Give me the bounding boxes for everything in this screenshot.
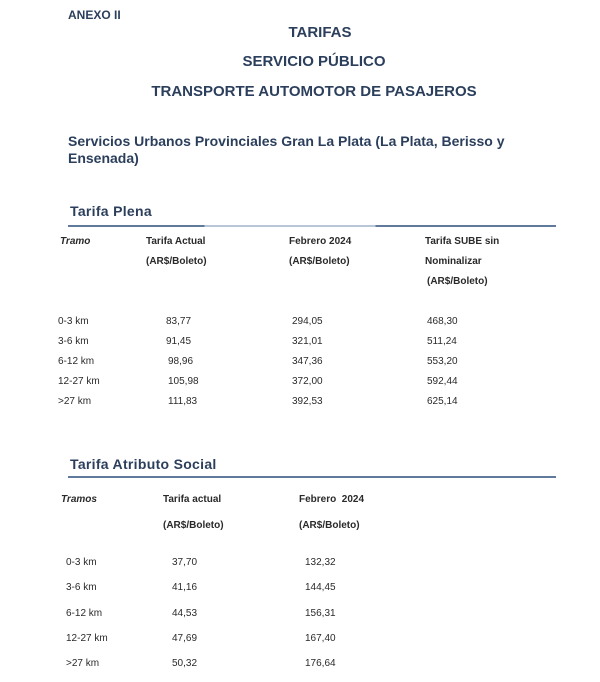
page-subtitle-transport: TRANSPORTE AUTOMOTOR DE PASAJEROS bbox=[151, 83, 477, 100]
cell-tramo: >27 km bbox=[58, 396, 92, 407]
cell-sube: 625,14 bbox=[427, 396, 458, 407]
cell-tramo: 6-12 km bbox=[58, 356, 95, 367]
header-sube-line2: Nominalizar bbox=[425, 256, 482, 267]
services-description: Servicios Urbanos Provinciales Gran La Plata (La Plata, Berisso y Ensenada) bbox=[68, 133, 505, 166]
cell-tramo: 12-27 km bbox=[66, 633, 108, 644]
cell-febrero: 372,00 bbox=[292, 376, 323, 387]
page-title: TARIFAS bbox=[288, 24, 352, 41]
header-febrero: Febrero 2024 bbox=[299, 494, 365, 505]
header-febrero-unit: (AR$/Boleto) bbox=[299, 520, 360, 531]
header-sube-unit: (AR$/Boleto) bbox=[427, 276, 488, 287]
cell-febrero: 156,31 bbox=[305, 608, 336, 619]
cell-tramo: 12-27 km bbox=[58, 376, 100, 387]
cell-sube: 553,20 bbox=[427, 356, 458, 367]
header-tarifa-actual-unit: (AR$/Boleto) bbox=[163, 520, 224, 531]
cell-febrero: 321,01 bbox=[292, 336, 323, 347]
cell-febrero: 392,53 bbox=[292, 396, 323, 407]
cell-febrero: 294,05 bbox=[292, 316, 323, 327]
cell-febrero: 144,45 bbox=[305, 582, 336, 593]
cell-actual: 111,83 bbox=[168, 396, 198, 407]
cell-febrero: 167,40 bbox=[305, 633, 336, 644]
header-tarifa-actual: Tarifa Actual bbox=[146, 236, 206, 247]
cell-actual: 83,77 bbox=[166, 316, 192, 327]
header-febrero-unit: (AR$/Boleto) bbox=[289, 256, 350, 267]
cell-sube: 511,24 bbox=[427, 336, 457, 347]
annex-label: ANEXO II bbox=[68, 8, 121, 22]
page-subtitle-service: SERVICIO PÚBLICO bbox=[242, 53, 386, 70]
cell-sube: 592,44 bbox=[427, 376, 458, 387]
section-title-tarifa-social: Tarifa Atributo Social bbox=[70, 456, 217, 472]
cell-tramo: 3-6 km bbox=[58, 336, 89, 347]
header-tramo: Tramo bbox=[60, 236, 91, 247]
cell-tramo: 0-3 km bbox=[66, 557, 97, 568]
cell-tramo: >27 km bbox=[66, 658, 100, 669]
cell-febrero: 347,36 bbox=[292, 356, 323, 367]
cell-actual: 105,98 bbox=[168, 376, 199, 387]
cell-tramo: 6-12 km bbox=[66, 608, 103, 619]
header-tarifa-actual-unit: (AR$/Boleto) bbox=[146, 256, 207, 267]
section-divider bbox=[68, 476, 556, 478]
cell-actual: 50,32 bbox=[172, 658, 198, 669]
header-febrero: Febrero 2024 bbox=[289, 236, 352, 247]
header-tarifa-actual: Tarifa actual bbox=[163, 494, 222, 505]
cell-actual: 44,53 bbox=[172, 608, 198, 619]
cell-febrero: 176,64 bbox=[305, 658, 336, 669]
cell-actual: 37,70 bbox=[172, 557, 198, 568]
cell-tramo: 3-6 km bbox=[66, 582, 97, 593]
header-tramos: Tramos bbox=[61, 494, 97, 505]
section-title-tarifa-plena: Tarifa Plena bbox=[70, 203, 152, 219]
section-divider bbox=[68, 225, 556, 227]
cell-actual: 91,45 bbox=[166, 336, 192, 347]
cell-febrero: 132,32 bbox=[305, 557, 336, 568]
cell-sube: 468,30 bbox=[427, 316, 458, 327]
cell-tramo: 0-3 km bbox=[58, 316, 89, 327]
cell-actual: 47,69 bbox=[172, 633, 198, 644]
cell-actual: 41,16 bbox=[172, 582, 198, 593]
header-sube: Tarifa SUBE sin bbox=[425, 236, 500, 247]
cell-actual: 98,96 bbox=[168, 356, 194, 367]
